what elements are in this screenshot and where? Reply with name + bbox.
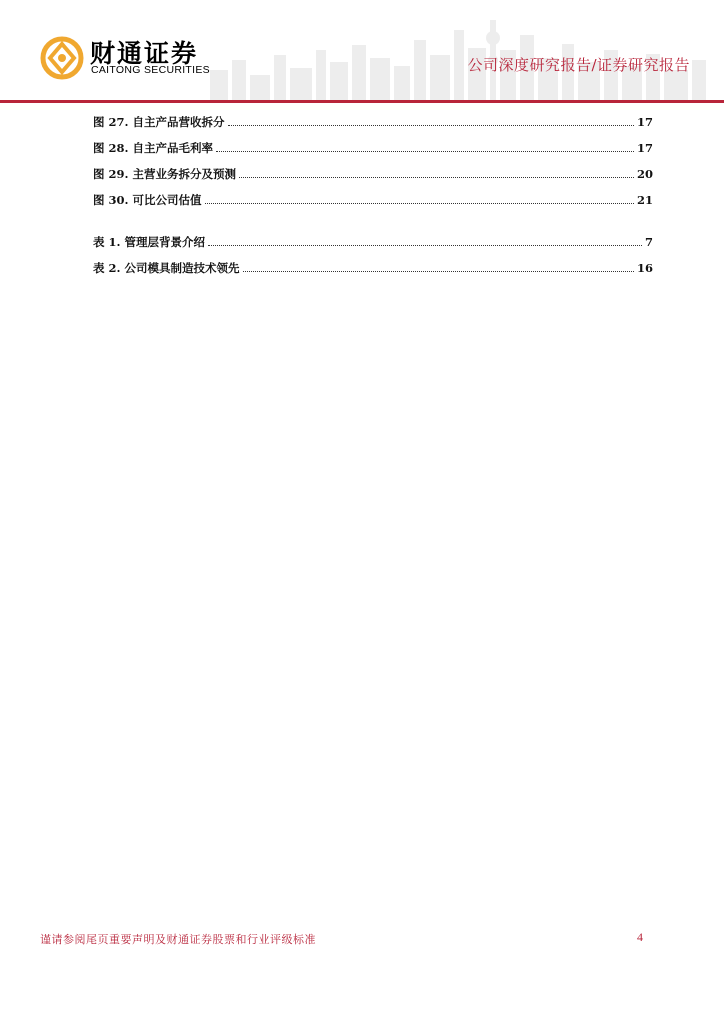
toc-entry-page: 20 — [636, 167, 653, 181]
toc-entry-label: 表 2. 公司模具制造技术领先 — [93, 261, 240, 275]
dot-leader — [243, 271, 634, 272]
header-divider — [0, 100, 724, 103]
toc-entry-figure-28[interactable] — [93, 140, 653, 166]
toc-entry-page: 7 — [644, 235, 653, 249]
toc-entry-label: 图 30. 可比公司估值 — [93, 193, 202, 207]
toc-entry-page: 21 — [636, 193, 653, 207]
toc-entry-table-1[interactable] — [93, 234, 653, 260]
brand-name-english: CAITONG SECURITIES — [91, 64, 210, 76]
toc-entry-figure-29[interactable] — [93, 166, 653, 192]
toc-entry-page: 17 — [636, 141, 653, 155]
table-of-contents — [93, 114, 653, 286]
brand-name-chinese: 财通证券 — [90, 39, 199, 68]
dot-leader — [208, 245, 642, 246]
toc-entry-label: 表 1. 管理层背景介绍 — [93, 235, 206, 249]
page-header — [0, 0, 724, 104]
toc-entry-page: 16 — [636, 261, 653, 275]
dot-leader — [216, 151, 634, 152]
dot-leader — [239, 177, 634, 178]
toc-section-gap — [93, 218, 653, 234]
toc-entry-figure-30[interactable] — [93, 192, 653, 218]
toc-entry-label: 图 28. 自主产品毛利率 — [93, 141, 214, 155]
footer-page-number: 4 — [637, 930, 643, 944]
dot-leader — [205, 203, 634, 204]
toc-entry-label: 图 29. 主营业务拆分及预测 — [93, 167, 237, 181]
toc-entry-label: 图 27. 自主产品营收拆分 — [93, 115, 225, 129]
toc-entry-page: 17 — [636, 115, 653, 129]
footer-disclaimer: 谨请参阅尾页重要声明及财通证券股票和行业评级标准 — [40, 933, 316, 946]
toc-entry-figure-27[interactable] — [93, 114, 653, 140]
dot-leader — [228, 125, 634, 126]
toc-entry-table-2[interactable] — [93, 260, 653, 286]
report-type-label: 公司深度研究报告/证券研究报告 — [467, 56, 690, 74]
caitong-logo-icon — [40, 36, 84, 80]
